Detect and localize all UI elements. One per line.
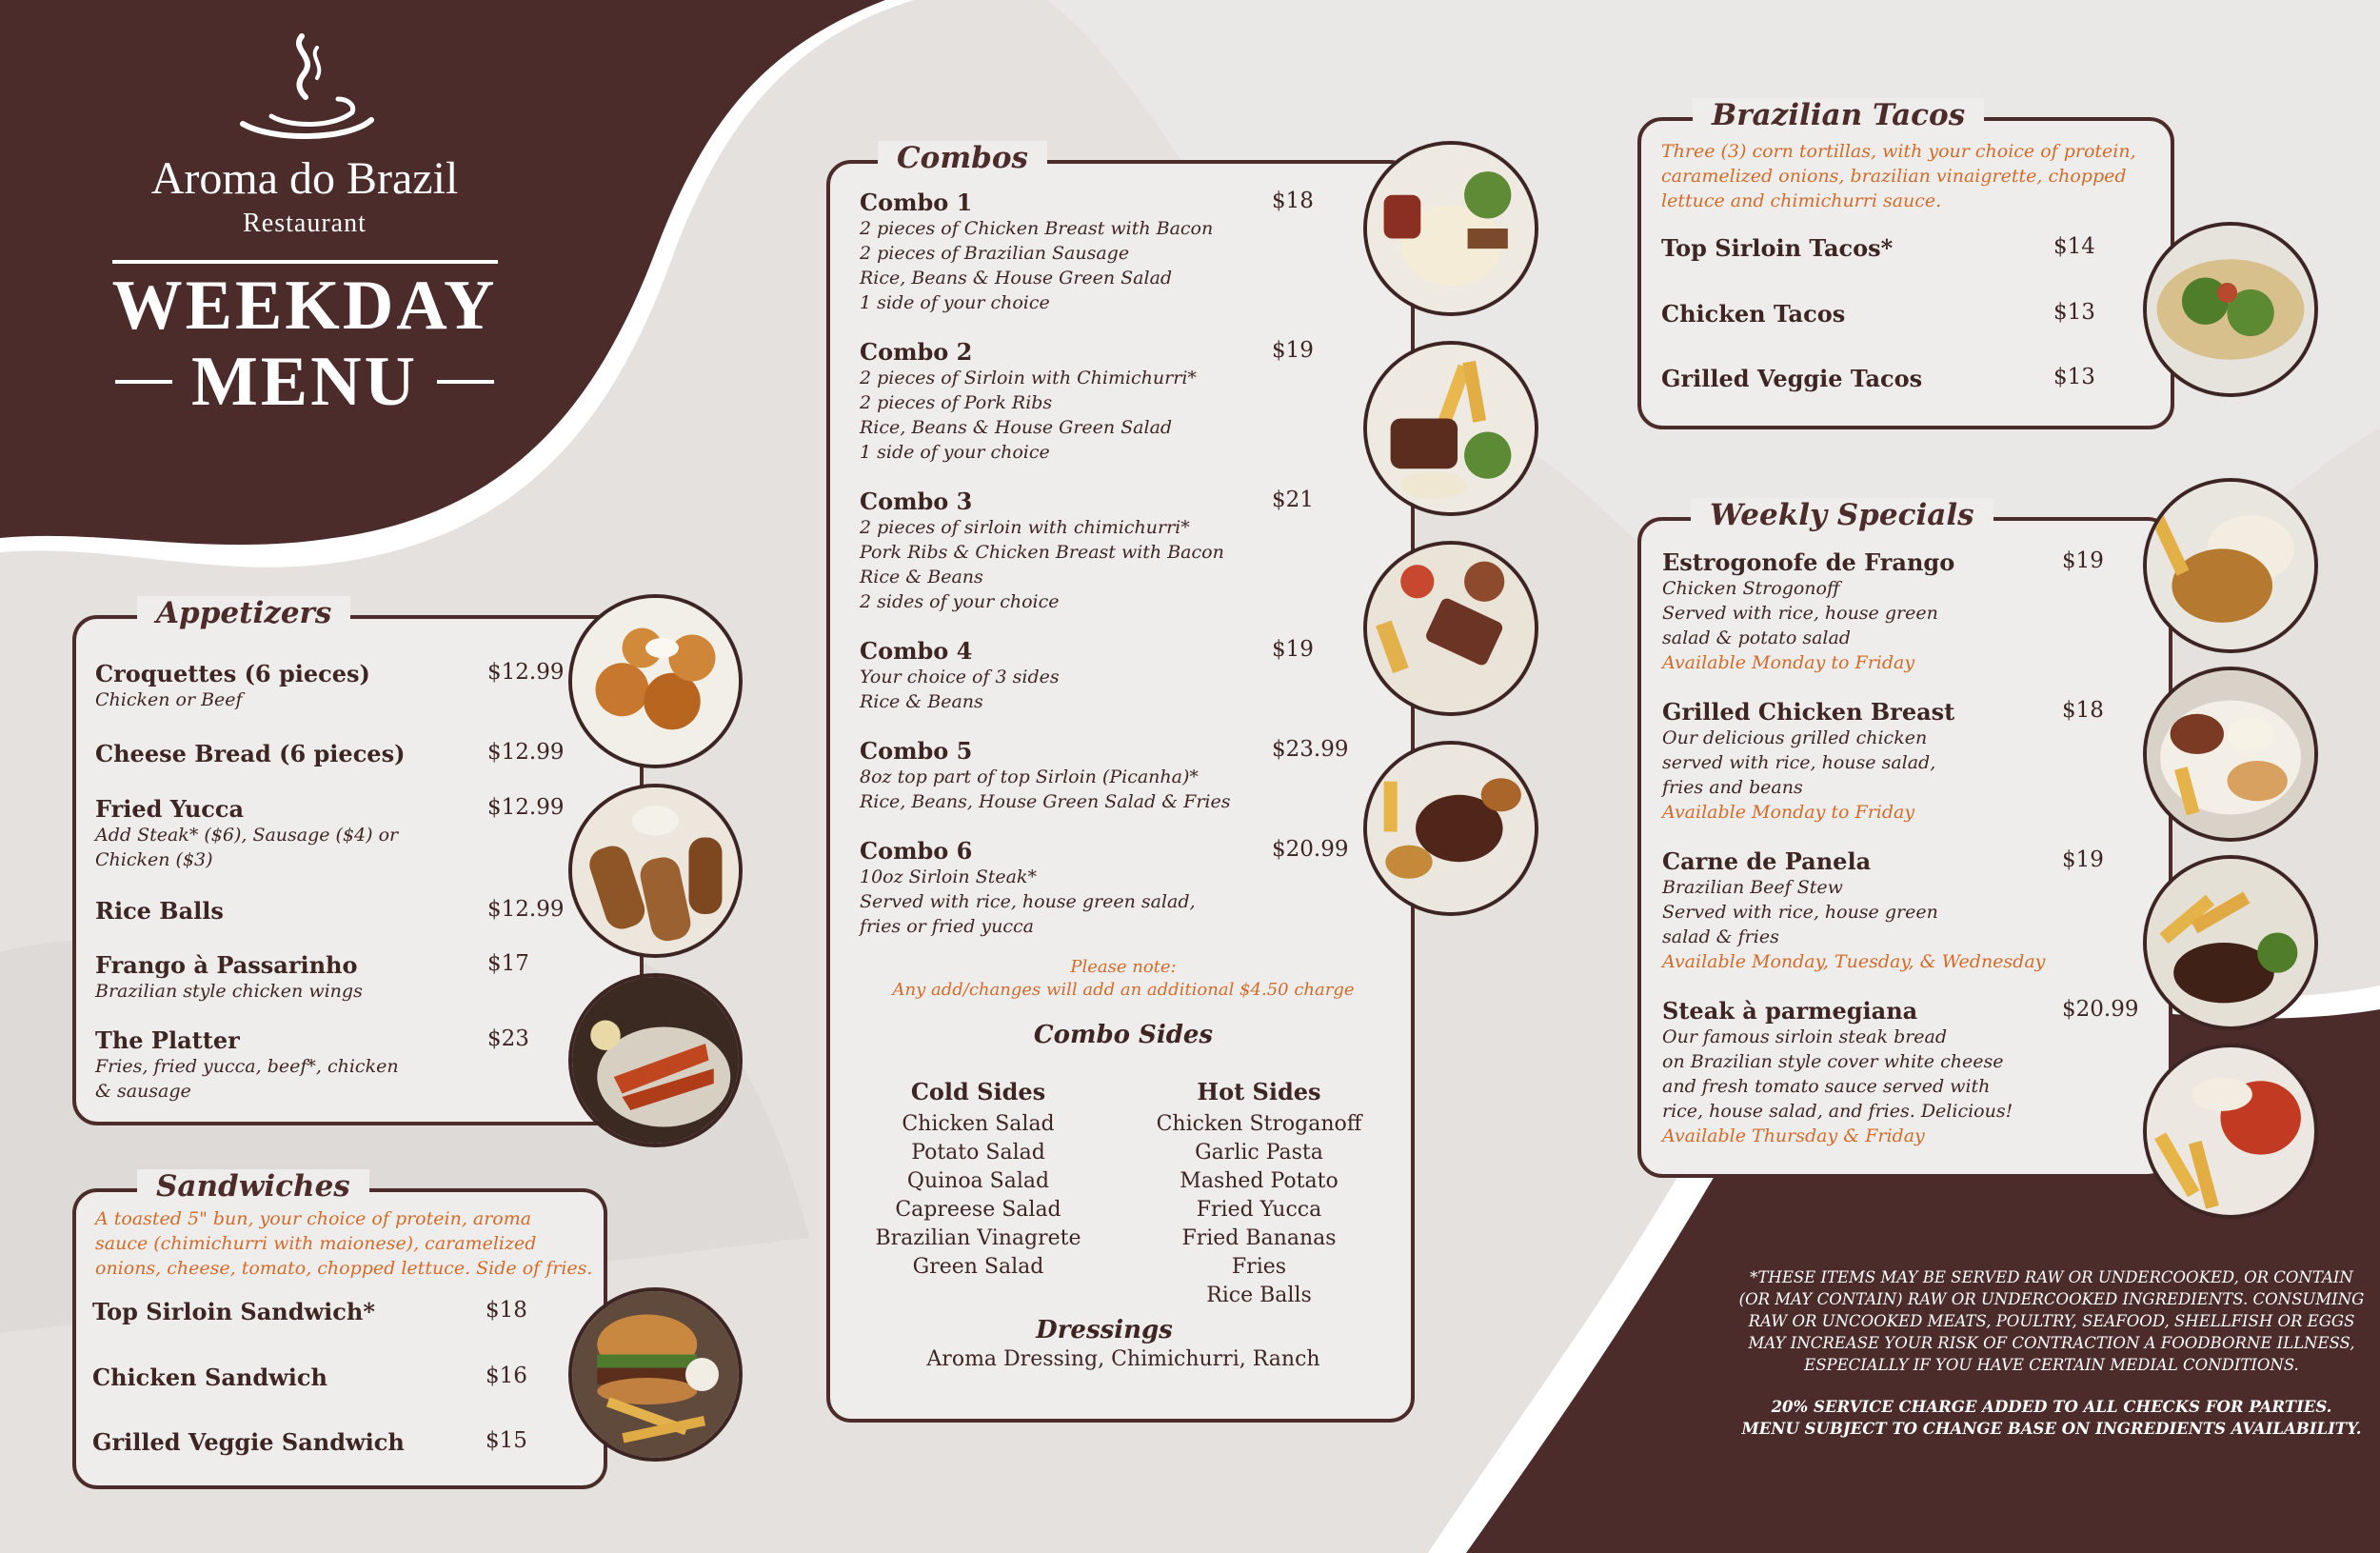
menu-item: Steak à parmegiana Our famous sirloin steak bread on Brazilian style cover white cheese and fresh tomato sauce served with rice, house salad, and fries. Delicious! Available Thursday & Friday xyxy=(1662,997,2013,1146)
carne-de-panela-photo xyxy=(2143,855,2318,1030)
hot-sides-title: Hot Sides xyxy=(1197,1078,1321,1105)
fried-yucca-photo xyxy=(568,784,743,958)
menu-item: Combo 6 10oz Sirloin Steak* Served with rice, house green salad, fries or fried yucca xyxy=(860,837,1196,937)
menu-item: Combo 5 8oz top part of top Sirloin (Picanha)* Rice, Beans, House Green Salad & Fries xyxy=(860,737,1231,812)
combo-note: Please note: Any add/changes will add an additional $4.50 charge xyxy=(892,957,1355,1000)
item-price: $12.99 xyxy=(487,795,565,820)
menu-heading-line2: MENU xyxy=(190,343,419,421)
item-price: $12.99 xyxy=(487,740,565,765)
platter-photo xyxy=(568,973,743,1147)
item-price: $23 xyxy=(487,1026,529,1051)
menu-item: Grilled Veggie Sandwich xyxy=(92,1428,405,1456)
menu-item: Fried Yucca Add Steak* ($6), Sausage ($4) or Chicken ($3) xyxy=(95,795,399,870)
item-price: $17 xyxy=(487,951,529,976)
combo-2-photo xyxy=(1363,341,1538,516)
menu-item: Frango à Passarinho Brazilian style chicken wings xyxy=(95,951,363,1002)
item-price: $19 xyxy=(1272,338,1314,363)
menu-item: Top Sirloin Sandwich* xyxy=(92,1298,375,1325)
service-charge-note: 20% SERVICE CHARGE ADDED TO ALL CHECKS FOR PARTIES. MENU SUBJECT TO CHANGE BASE ON INGREDIENTS AVAILABILITY. xyxy=(1741,1398,2362,1438)
cold-sides-title: Cold Sides xyxy=(910,1078,1046,1105)
section-description: Three (3) corn tortillas, with your choice of protein, caramelized onions, brazilian vinaigrette, chopped lettuce and chimichurri sauce. xyxy=(1661,141,2136,211)
hot-sides-list: Chicken Stroganoff Garlic Pasta Mashed Potato Fried Yucca Fried Bananas Fries Rice Balls xyxy=(1156,1112,1362,1307)
divider xyxy=(112,260,498,264)
item-price: $13 xyxy=(2053,300,2095,325)
estrogonofe-photo xyxy=(2143,478,2318,653)
item-price: $18 xyxy=(2062,698,2104,723)
item-price: $18 xyxy=(1272,189,1314,213)
sandwich-photo xyxy=(568,1287,743,1462)
combo-sides-title: Combo Sides xyxy=(1033,1021,1214,1049)
menu-item: Croquettes (6 pieces) Chicken or Beef xyxy=(95,660,370,710)
menu-item: Cheese Bread (6 pieces) xyxy=(95,740,406,767)
section-description: A toasted 5" bun, your choice of protein, aroma sauce (chimichurri with maionese), caramelized onions, cheese, tomato, chopped lettuce. Side of fries. xyxy=(95,1208,593,1279)
combo-3-photo xyxy=(1363,541,1538,716)
item-price: $20.99 xyxy=(1272,837,1349,862)
croquettes-photo xyxy=(568,594,743,768)
restaurant-subtitle: Restaurant xyxy=(243,209,367,238)
item-price: $19 xyxy=(2062,847,2104,872)
item-price: $19 xyxy=(1272,637,1314,662)
item-price: $14 xyxy=(2053,234,2095,259)
divider xyxy=(437,380,494,384)
menu-item: Chicken Tacos xyxy=(1661,300,1846,328)
menu-item: Combo 4 Your choice of 3 sides Rice & Beans xyxy=(860,637,1060,712)
section-title: Weekly Specials xyxy=(1691,498,1993,532)
steaming-cup-icon xyxy=(233,29,376,143)
dressings-title: Dressings xyxy=(1036,1316,1173,1344)
menu-item: Rice Balls xyxy=(95,897,224,925)
menu-item: Combo 1 2 pieces of Chicken Breast with Bacon 2 pieces of Brazilian Sausage Rice, Beans & House Green Salad 1 side of your choice xyxy=(860,189,1214,313)
item-price: $12.99 xyxy=(487,660,565,685)
menu-item: Grilled Veggie Tacos xyxy=(1661,365,1923,392)
section-title: Appetizers xyxy=(137,596,350,630)
item-price: $20.99 xyxy=(2062,997,2139,1022)
menu-item: Carne de Panela Brazilian Beef Stew Served with rice, house green salad & fries Available Monday, Tuesday, & Wednesday xyxy=(1662,847,2046,972)
item-price: $18 xyxy=(486,1298,527,1323)
item-price: $16 xyxy=(486,1364,527,1388)
divider xyxy=(115,380,172,384)
menu-item: Chicken Sandwich xyxy=(92,1364,327,1391)
restaurant-name: Aroma do Brazil xyxy=(150,153,459,204)
item-price: $23.99 xyxy=(1272,737,1349,762)
menu-item: Combo 2 2 pieces of Sirloin with Chimichurri* 2 pieces of Pork Ribs Rice, Beans & House Green Salad 1 side of your choice xyxy=(860,338,1197,463)
section-title: Sandwiches xyxy=(137,1169,369,1204)
combo-5-photo xyxy=(1363,741,1538,916)
item-price: $21 xyxy=(1272,488,1314,512)
disclaimer: *THESE ITEMS MAY BE SERVED RAW OR UNDERCOOKED, OR CONTAIN (OR MAY CONTAIN) RAW OR UNDERCOOKED INGREDIENTS. CONSUMING RAW OR UNCOOKED MEATS, POULTRY, SEAFOOD, SHELLFISH OR EGGS MAY INCREASE YOUR RISK OF CONTRACTION A FOODBORNE ILLNESS, ESPECIALLY IF YOU HAVE CERTAIN MEDIAL CONDITIONS. xyxy=(1738,1268,2365,1374)
cold-sides-list: Chicken Salad Potato Salad Quinoa Salad Capreese Salad Brazilian Vinagrete Green Salad xyxy=(875,1112,1081,1279)
menu-item: Estrogonofe de Frango Chicken Strogonoff Served with rice, house green salad & potato salad Available Monday to Friday xyxy=(1662,548,1955,673)
menu-item: The Platter Fries, fried yucca, beef*, chicken & sausage xyxy=(95,1026,399,1102)
section-title: Combos xyxy=(878,141,1047,175)
menu-heading-line1: WEEKDAY xyxy=(111,267,498,345)
brand-header xyxy=(95,29,514,420)
item-price: $12.99 xyxy=(487,897,565,922)
section-title: Brazilian Tacos xyxy=(1693,98,1984,132)
item-price: $13 xyxy=(2053,365,2095,389)
dressings-list: Aroma Dressing, Chimichurri, Ranch xyxy=(926,1347,1320,1371)
menu-item: Top Sirloin Tacos* xyxy=(1661,234,1894,262)
menu-item: Grilled Chicken Breast Our delicious grilled chicken served with rice, house salad, fries and beans Available Monday to Friday xyxy=(1662,698,1955,823)
item-price: $15 xyxy=(486,1428,527,1453)
combo-1-photo xyxy=(1363,141,1538,316)
item-price: $19 xyxy=(2062,548,2104,573)
grilled-chicken-photo xyxy=(2143,667,2318,842)
tacos-photo xyxy=(2143,222,2318,397)
steak-parmegiana-photo xyxy=(2143,1044,2318,1219)
menu-item: Combo 3 2 pieces of sirloin with chimichurri* Pork Ribs & Chicken Breast with Bacon Rice & Beans 2 sides of your choice xyxy=(860,488,1224,612)
